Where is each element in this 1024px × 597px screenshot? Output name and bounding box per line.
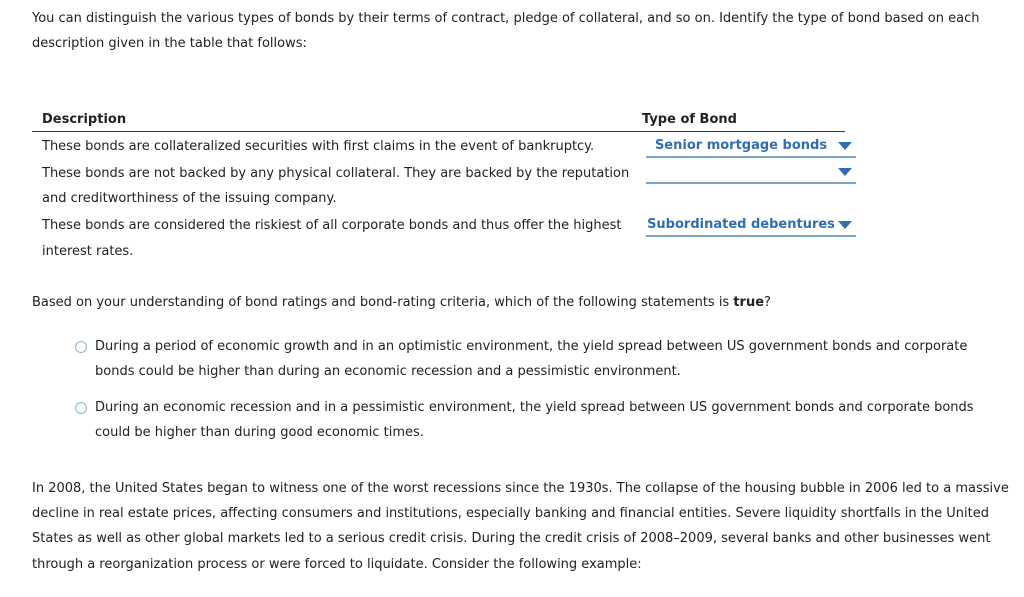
chevron-down-icon	[838, 221, 852, 229]
intro-line-2: description given in the table that follows:	[32, 36, 307, 51]
table-header-description: Description	[42, 112, 127, 127]
option-2-line-1: During an economic recession and in a pessimistic environment, the yield spread between US government bonds and corporate bonds	[95, 400, 974, 415]
row-3-description-line-2: interest rates.	[42, 244, 134, 259]
row-1-description: These bonds are collateralized securities with first claims in the event of bankruptcy.	[42, 139, 595, 154]
closing-line-4: through a reorganization process or were forced to liquidate. Consider the following example:	[32, 557, 642, 572]
table-header-rule	[32, 131, 845, 132]
question-emphasis: true	[733, 295, 765, 310]
option-1-line-2: bonds could be higher than during an economic recession and a pessimistic environment.	[95, 364, 681, 379]
chevron-down-icon	[838, 142, 852, 150]
bond-type-dropdown-2[interactable]	[646, 162, 856, 184]
row-3-description-line-1: These bonds are considered the riskiest of all corporate bonds and thus offer the highest	[42, 218, 622, 233]
bond-type-dropdown-1[interactable]	[646, 136, 856, 158]
bond-type-dropdown-3[interactable]	[646, 215, 856, 237]
closing-line-2: decline in real estate prices, affecting consumers and institutions, especially banking and financial entities. Severe liquidity shortfalls in the United	[32, 506, 989, 521]
question-prefix: Based on your understanding of bond ratings and bond-rating criteria, which of the following statements is	[32, 295, 734, 310]
table-header-type: Type of Bond	[642, 112, 737, 127]
bond-type-dropdown-1-value: Senior mortgage bonds	[654, 138, 828, 153]
closing-line-3: States as well as other global markets led to a serious credit crisis. During the credit crisis of 2008–2009, several banks and other businesses went	[32, 531, 991, 546]
row-2-description-line-1: These bonds are not backed by any physical collateral. They are backed by the reputation	[42, 166, 630, 181]
row-2-description-line-2: and creditworthiness of the issuing company.	[42, 191, 337, 206]
bond-type-dropdown-3-value: Subordinated debentures	[647, 217, 835, 232]
option-2-line-2: could be higher than during good economic times.	[95, 425, 424, 440]
option-1-line-1: During a period of economic growth and in an optimistic environment, the yield spread between US government bonds and corporate	[95, 339, 968, 354]
closing-line-1: In 2008, the United States began to witness one of the worst recessions since the 1930s. The collapse of the housing bubble in 2006 led to a massive	[32, 481, 1009, 496]
option-2-radio[interactable]	[75, 402, 87, 414]
chevron-down-icon	[838, 168, 852, 176]
question-text	[32, 295, 771, 311]
question-suffix: ?	[764, 295, 771, 310]
intro-line-1: You can distinguish the various types of bonds by their terms of contract, pledge of collateral, and so on. Identify the type of bond based on each	[32, 11, 980, 26]
option-1-radio[interactable]	[75, 341, 87, 353]
